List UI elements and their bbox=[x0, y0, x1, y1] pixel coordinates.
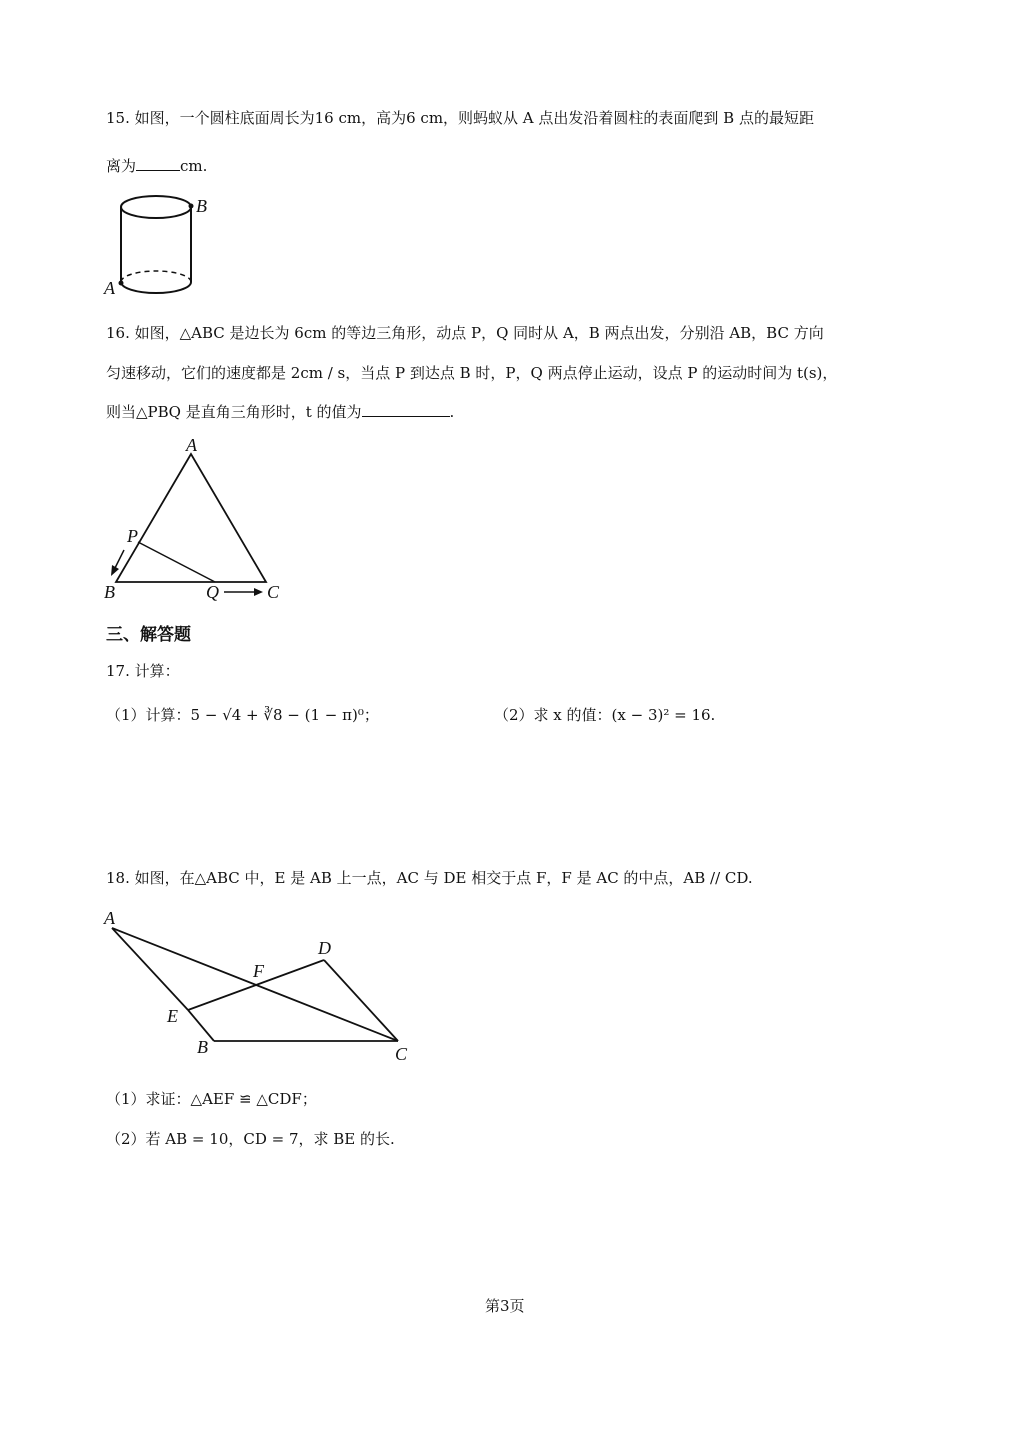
q16-label-q: Q bbox=[206, 582, 219, 602]
page-number: 第3页 bbox=[485, 1297, 525, 1315]
section-heading: 三、解答题 bbox=[106, 625, 191, 645]
q16-line1: 16. 如图，△ABC 是边长为 6cm 的等边三角形，动点 P，Q 同时从 A，B 两点出发，分别沿 AB，BC 方向 bbox=[106, 324, 824, 342]
segment-ab bbox=[112, 928, 188, 1010]
q15-answer-blank bbox=[136, 156, 180, 171]
point-b-dot bbox=[189, 204, 194, 209]
segment-cd bbox=[324, 960, 398, 1041]
q15-cylinder-figure bbox=[100, 188, 220, 300]
q18-label-b: B bbox=[197, 1037, 208, 1057]
segment-pq bbox=[138, 542, 215, 582]
q16-line3-prefix: 则当△PBQ 是直角三角形时，t 的值为 bbox=[106, 403, 362, 421]
q15-label-b: B bbox=[196, 196, 207, 216]
cylinder-bottom-front-arc bbox=[121, 282, 191, 293]
arrow-q-head bbox=[254, 588, 263, 596]
q16-line3-suffix: . bbox=[449, 403, 455, 421]
point-a-dot bbox=[119, 281, 124, 286]
q18-geometry-figure bbox=[100, 904, 420, 1070]
q16-label-c: C bbox=[267, 582, 280, 602]
q15-label-a: A bbox=[104, 278, 115, 298]
q18-label-f: F bbox=[253, 961, 264, 981]
q18-label-e: E bbox=[167, 1006, 178, 1026]
q17-intro: 17. 计算： bbox=[106, 662, 180, 680]
q16-triangle-figure bbox=[100, 432, 300, 604]
q15-line2-prefix: 离为 bbox=[106, 157, 137, 175]
q18-line1: 18. 如图，在△ABC 中，E 是 AB 上一点，AC 与 DE 相交于点 F，F 是 AC 的中点，AB // CD. bbox=[106, 869, 753, 887]
q16-line2: 匀速移动，它们的速度都是 2cm / s，当点 P 到达点 B 时，P，Q 两点停止运动，设点 P 的运动时间为 t(s)， bbox=[106, 364, 838, 382]
cylinder-top-ellipse bbox=[121, 196, 191, 218]
q18-label-a: A bbox=[104, 908, 115, 928]
q15-line2 bbox=[106, 155, 207, 176]
q18-part2: （2）若 AB = 10，CD = 7，求 BE 的长. bbox=[106, 1130, 395, 1148]
q18-label-d: D bbox=[318, 938, 331, 958]
q16-label-a: A bbox=[186, 435, 197, 455]
q16-line3 bbox=[106, 401, 454, 422]
q18-label-c: C bbox=[395, 1044, 408, 1064]
q17-part1: （1）计算：5 − √4 + ∛8 − (1 − π)⁰； bbox=[106, 706, 379, 724]
triangle-abc bbox=[116, 454, 266, 582]
cylinder-bottom-back-arc bbox=[121, 271, 191, 282]
q16-label-b: B bbox=[104, 582, 115, 602]
q16-label-p: P bbox=[127, 526, 138, 546]
q15-line2-suffix: cm. bbox=[180, 157, 208, 175]
q17-part2: （2）求 x 的值：(x − 3)² = 16. bbox=[494, 706, 716, 724]
q15-line1: 15. 如图，一个圆柱底面周长为16 cm，高为6 cm，则蚂蚁从 A 点出发沿着圆柱的表面爬到 B 点的最短距 bbox=[106, 109, 814, 127]
q16-answer-blank bbox=[362, 402, 450, 417]
q18-part1: （1）求证：△AEF ≌ △CDF； bbox=[106, 1090, 317, 1108]
